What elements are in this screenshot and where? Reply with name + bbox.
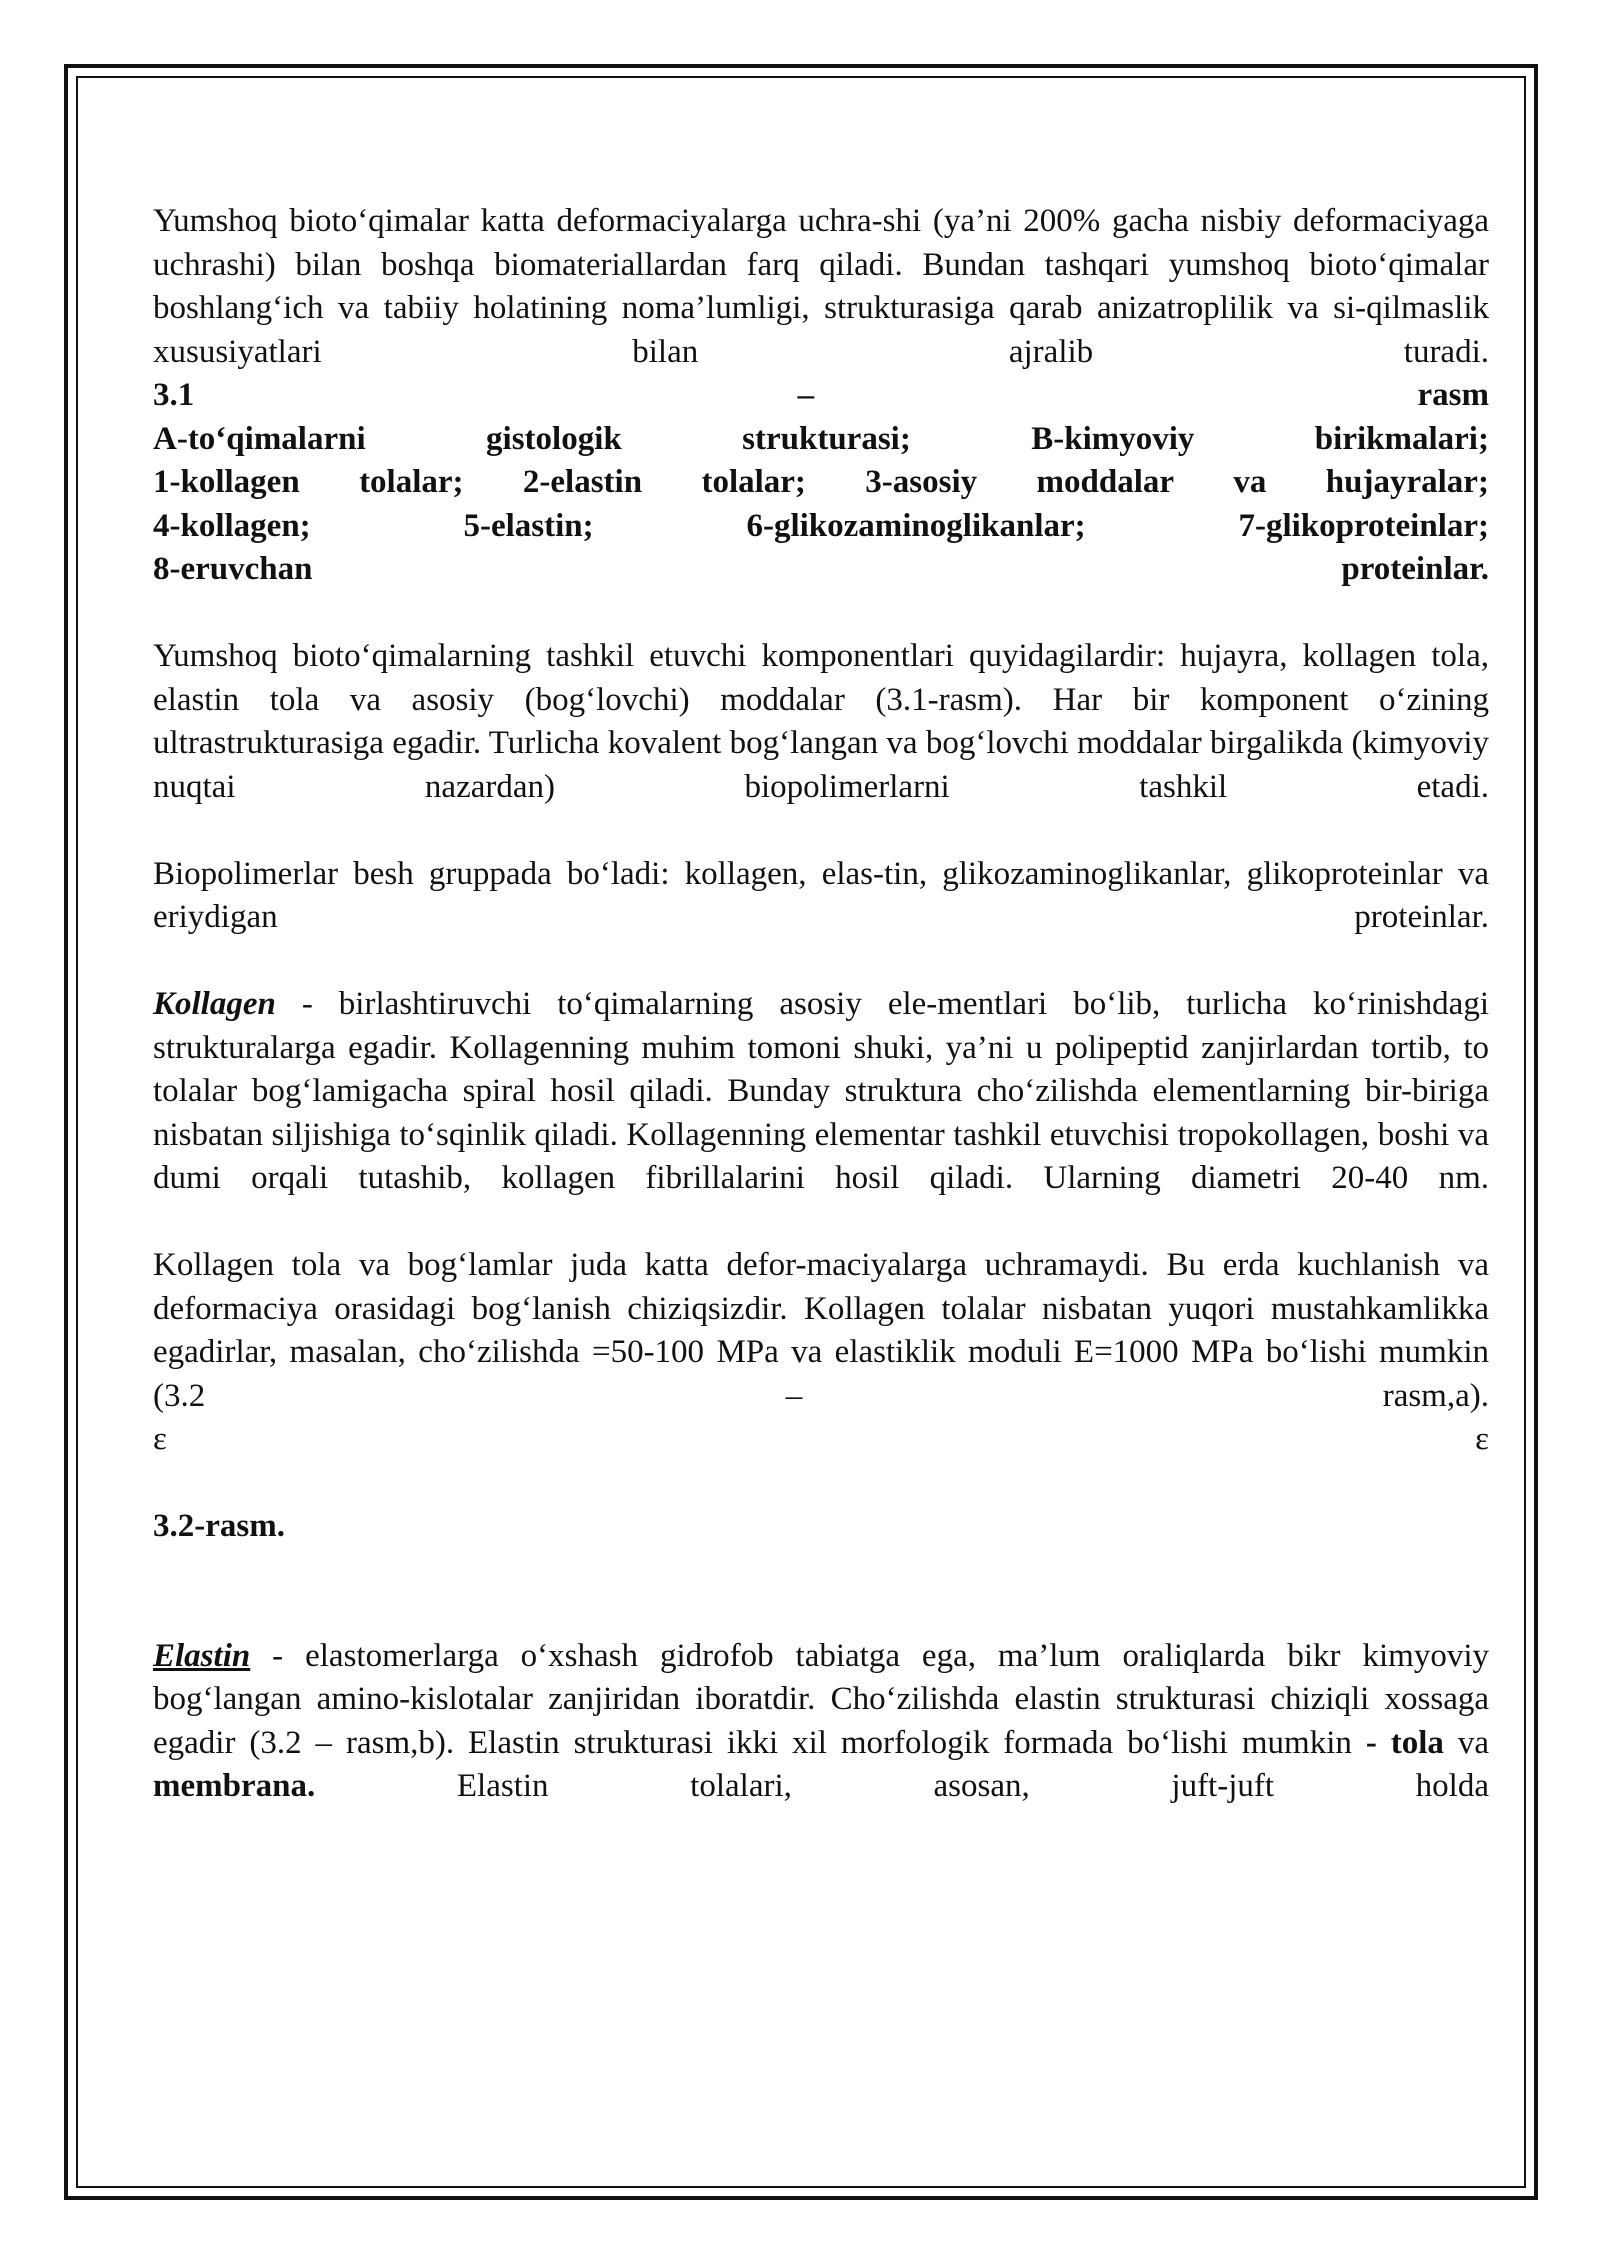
figure-3-1-caption-line-1 bbox=[153, 418, 1489, 462]
figure-number: 3.1 bbox=[153, 377, 195, 413]
collagen-text: - birlashtiruvchi to‘qimalarning asosiy ele-mentlari bo‘lib, turlicha ko‘rinishdagi strukturalarga egadir. Kollagenning muhim tomoni shuki, ya’ni u polipeptid zanjirlardan tortib, to tolalar bog‘lamigacha spiral hosil qiladi. Bunday struktura cho‘zilishda elementlarning bir-biriga nisbatan siljishiga to‘sqinlik qiladi. Kollagenning elementar tashkil etuvchisi tropokollagen, boshi va dumi orqali tutashib, kollagen fibrillalarini hosil qiladi. Ularning diametri 20-40 nm. bbox=[153, 986, 1489, 1196]
epsilon-left: ε bbox=[153, 1421, 167, 1457]
term-collagen: Kollagen bbox=[153, 986, 276, 1022]
caption-word: 7-glikoproteinlar; bbox=[1238, 507, 1489, 544]
caption-word: va bbox=[1233, 464, 1267, 500]
caption-word: hujayralar; bbox=[1325, 464, 1489, 500]
figure-3-1-caption-line-2 bbox=[153, 461, 1489, 505]
document-body bbox=[153, 200, 1489, 1809]
caption-word: B-kimyoviy bbox=[1031, 420, 1195, 457]
caption-word: gistologik bbox=[486, 420, 622, 457]
paragraph-soft-tissues: Yumshoq bioto‘qimalar katta deformaciyalarga uchra-shi (ya’ni 200% gacha nisbiy deformaciyaga uchrashi) bilan boshqa biomateriallardan farq qiladi. Bundan tashqari yumshoq bioto‘qimalar boshlang‘ich va tabiiy holatining noma’lumligi, strukturasiga qarab anizatroplilik va si-qilmaslik xususiyatlari bilan ajralib turadi. bbox=[153, 203, 1489, 370]
paragraph-elastin bbox=[153, 1635, 1489, 1809]
caption-word: 5-elastin; bbox=[463, 507, 594, 544]
figure-3-1-caption-title bbox=[153, 374, 1489, 418]
paragraph-collagen bbox=[153, 983, 1489, 1201]
caption-word: A-to‘qimalarni bbox=[153, 420, 366, 457]
caption-word: proteinlar. bbox=[1341, 551, 1489, 587]
elastin-membrana: membrana. bbox=[153, 1768, 316, 1804]
caption-word: birikmalari; bbox=[1314, 420, 1489, 457]
paragraph-biopolymers: Biopolimerlar besh gruppada bo‘ladi: kollagen, elas-tin, glikozaminoglikanlar, glikoproteinlar va eriydigan proteinlar. bbox=[153, 855, 1489, 935]
caption-word: tolalar; bbox=[359, 464, 464, 500]
epsilon-row bbox=[153, 1418, 1489, 1462]
caption-word: 2-elastin bbox=[522, 464, 643, 500]
elastin-dash: - bbox=[1365, 1724, 1377, 1761]
caption-word: moddalar bbox=[1036, 464, 1175, 500]
caption-word: strukturasi; bbox=[742, 420, 911, 457]
figure-3-2-caption: 3.2-rasm. bbox=[153, 1508, 285, 1544]
elastin-text-a: - elastomerlarga o‘xshash gidrofob tabiatga ega, ma’lum oraliqlarda bikr kimyoviy bog‘langan amino-kislotalar zanjiridan iboratdir. Cho‘zilishda elastin strukturasi chiziqli xossaga egadir (3.2 – rasm,b). Elastin strukturasi ikki xil morfologik formada bo‘lishi mumkin bbox=[153, 1637, 1489, 1761]
caption-word: 1-kollagen bbox=[153, 464, 300, 500]
caption-word: tolalar; bbox=[701, 464, 806, 500]
caption-word: 3-asosiy bbox=[865, 464, 978, 500]
figure-3-1-caption-line-4 bbox=[153, 548, 1489, 592]
figure-3-1-caption-line-3 bbox=[153, 505, 1489, 549]
figure-dash: – bbox=[797, 377, 815, 413]
elastin-text-b: Elastin tolalari, asosan, juft-juft holda bbox=[315, 1768, 1489, 1804]
caption-word: 4-kollagen; bbox=[153, 507, 311, 544]
caption-word: 6-glikozaminoglikanlar; bbox=[746, 507, 1086, 544]
elastin-tola: tola bbox=[1390, 1724, 1444, 1761]
elastin-va: va bbox=[1443, 1724, 1489, 1761]
term-elastin: Elastin bbox=[153, 1637, 251, 1674]
paragraph-components: Yumshoq bioto‘qimalarning tashkil etuvchi komponentlari quyidagilardir: hujayra, kollagen tola, elastin tola va asosiy (bog‘lovchi) moddalar (3.1-rasm). Har bir komponent o‘zining ultrastrukturasiga egadir. Turlicha kovalent bog‘langan va bog‘lovchi moddalar birgalikda (kimyoviy nuqtai nazardan) biopolimerlarni tashkil etadi. bbox=[153, 638, 1489, 805]
paragraph-collagen-fibers: Kollagen tola va bog‘lamlar juda katta defor-maciyalarga uchramaydi. Bu erda kuchlanish va deformaciya orasidagi bog‘lanish chiziqsizdir. Kollagen tolalar nisbatan yuqori mustahkamlikka egadirlar, masalan, cho‘zilishda =50-100 MPa va elastiklik moduli E=1000 MPa bo‘lishi mumkin (3.2 – rasm,a). bbox=[153, 1247, 1489, 1414]
caption-word: 8-eruvchan bbox=[153, 551, 313, 587]
epsilon-right: ε bbox=[1475, 1421, 1489, 1457]
figure-word: rasm bbox=[1417, 377, 1489, 413]
